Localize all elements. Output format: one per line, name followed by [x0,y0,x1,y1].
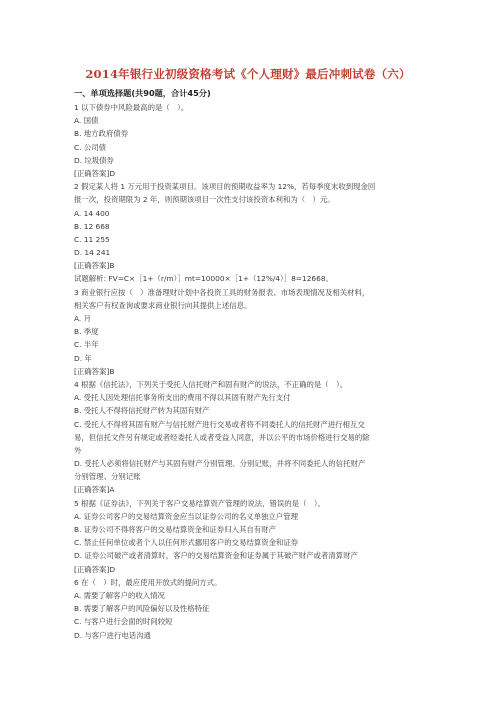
text-line: 分别管理、分别记账 [74,472,141,482]
text-line: [正确答案]B [74,366,115,376]
text-line: [正确答案]D [74,168,116,178]
text-line: [正确答案]B [74,261,115,271]
text-line: 2 假定某人将 1 万元用于投资某项目。该项目的预期收益率为 12%，若每季度末收到现金回 [74,182,376,192]
text-line: B. 需要了解客户的风险偏好以及性格特征 [74,604,210,614]
text-line: D. 受托人必须将信托财产与其固有财产分别管理、分别记账，并将不同委托人的信托财产 [74,459,366,469]
text-line: 试题解析: FV=C×［1+（r/m）］mt=10000×［1+（12%/4）］8=12668。 [74,274,333,284]
text-line: B. 地方政府债券 [74,129,129,139]
text-line: D. 与客户进行电话沟通 [74,630,151,640]
text-line: D. 年 [74,353,92,363]
text-line: D. 证券公司破产或者清算时，客户的交易结算资金和证券属于其破产财产或者清算财产 [74,551,358,561]
question-list [74,101,426,642]
text-line: [正确答案]A [74,485,115,495]
text-line: 报一次，投资期限为 2 年，则预期该项目一次性支付该投资本利和为（ ）元。 [74,195,335,205]
text-line: B. 证券公司不得将客户的交易结算资金和证券归入其自有财产 [74,525,276,534]
text-line: C. 半年 [74,340,99,350]
text-line: C. 11 255 [74,234,110,244]
text-line: A. 月 [74,314,92,323]
text-line: 3 商业银行应按（ ）准备理财计划中各投资工具的财务报表、市场表现情况及相关材料， [74,287,370,297]
text-line: C. 与客户进行会面的时间较短 [74,617,173,627]
text-line: 相关客户有权查询或要求商业银行向其提供上述信息。 [74,300,252,310]
text-line: 外 [74,445,82,455]
text-line: B. 12 668 [74,221,110,231]
text-line: C. 公司债 [74,142,107,152]
text-line: B. 季度 [74,327,99,337]
text-line: 6 在（ ）时，最应使用开放式的提问方式。 [74,577,222,587]
text-line: A. 14 400 [74,208,110,218]
text-line: A. 需要了解客户的收入情况 [74,590,165,600]
text-line: 1 以下债券中风险最高的是（ ）。 [74,103,189,112]
text-line: A. 受托人因处理信托事务所支出的费用不得以其固有财产先行支付 [74,393,291,403]
text-line: D. 14 241 [74,248,111,258]
text-line: A. 国债 [74,116,99,126]
text-line: 4 根据《信托法》，下列关于受托人信托财产和固有财产的说法，不正确的是（ ）。 [74,379,348,389]
text-line: D. 垃圾债券 [74,155,114,165]
text-line: B. 受托人不得将信托财产转为其固有财产 [74,406,210,416]
text-line: [正确答案]D [74,564,116,574]
text-line: 易，但信托文件另有规定或者经委托人或者受益人同意，并以公平的市场价格进行交易的除 [74,432,370,442]
text-line: A. 证券公司客户的交易结算资金应当以证券公司的名义单独立户管理 [74,511,298,521]
document-title: 2014年银行业初级资格考试《个人理财》最后冲刺试卷（六） [85,67,411,81]
text-line: C. 受托人不得将其固有财产与信托财产进行交易或者将不同委托人的信托财产进行相互交 [74,419,365,429]
text-line: 5 根据《证券法》，下列关于客户交易结算资产管理的说法，错误的是（ ）。 [74,498,325,508]
section-heading: 一、单项选择题(共90题，合计45分) [74,88,211,98]
text-line: C. 禁止任何单位或者个人以任何形式挪用客户的交易结算资金和证券 [74,538,299,548]
